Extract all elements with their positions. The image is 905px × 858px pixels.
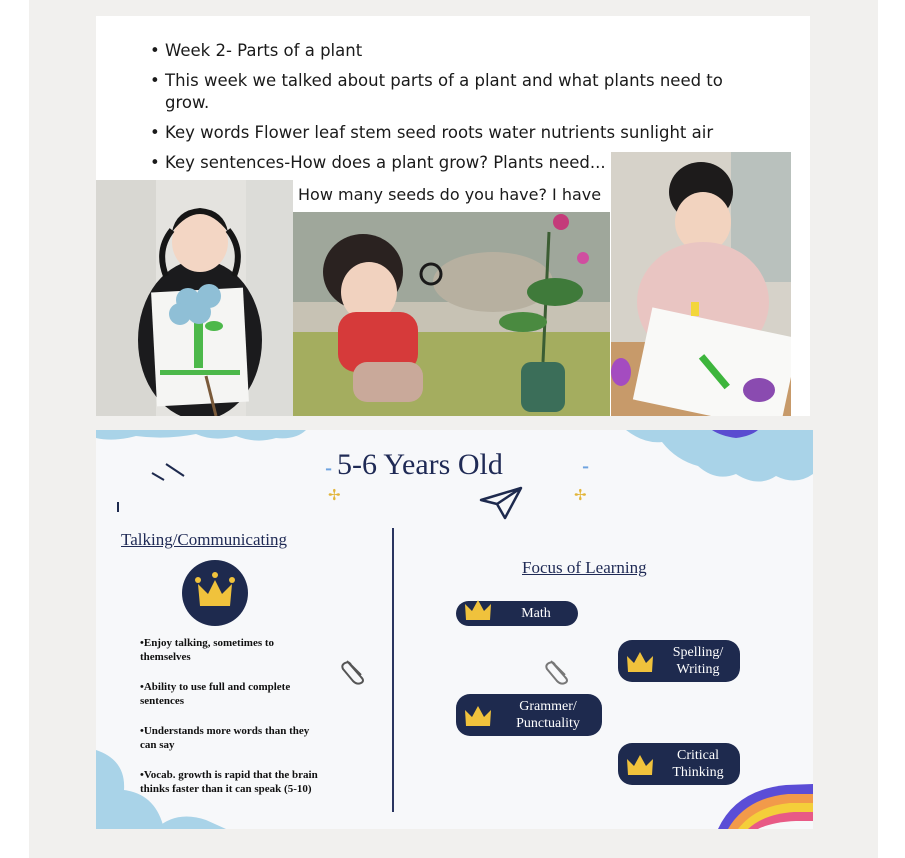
crown-icon: [624, 646, 656, 676]
talking-heading: Talking/Communicating: [121, 530, 287, 549]
talking-point: •Vocab. growth is rapid that the brain thinks faster than it can speak (5-10): [140, 769, 318, 795]
focus-label: Math: [521, 606, 551, 621]
paper-plane-icon: [479, 486, 523, 520]
bullet-key-sentences: • Key sentences-How does a plant grow? Plants need...: [148, 152, 765, 174]
paperclip-icon: [339, 655, 369, 685]
bullet-week-title: • Week 2- Parts of a plant: [148, 40, 765, 62]
focus-pill-grammer: [456, 694, 602, 736]
talking-point: •Ability to use full and complete sentences: [140, 681, 291, 707]
dash-left-icon: ⁃: [324, 460, 333, 480]
talking-points: [140, 636, 320, 812]
sparkle-right-icon: ✢: [574, 487, 587, 504]
talking-point: •Understands more words than they can say: [140, 725, 310, 751]
focus-pill-critical: [618, 743, 740, 785]
focus-label: Critical Thinking: [672, 748, 724, 780]
focus-label: Grammer/ Punctuality: [516, 699, 580, 731]
talking-point: •Enjoy talking, sometimes to themselves: [140, 637, 275, 663]
key-sentence-continuation: How many seeds do you have? I have: [298, 185, 602, 204]
crown-badge: [182, 560, 248, 626]
bullet-summary: • This week we talked about parts of a plant and what plants need to grow.: [148, 70, 765, 114]
paperclip-icon: [543, 655, 573, 685]
crown-icon: [462, 594, 494, 624]
photo-child-with-magnifying-glass: [293, 212, 610, 416]
slide-week-2: [96, 16, 810, 416]
focus-label: Spelling/ Writing: [672, 645, 724, 677]
photo-girl-with-flower-craft: [96, 180, 293, 416]
sparkle-left-icon: ✢: [328, 487, 341, 504]
focus-pill-math: [456, 601, 578, 626]
photo-girl-gluing-flower: [611, 152, 791, 416]
bullet-key-words: • Key words Flower leaf stem seed roots water nutrients sunlight air: [148, 122, 805, 144]
column-divider: [392, 528, 394, 812]
dash-right-icon: ⁃: [581, 458, 590, 478]
crown-icon: [624, 749, 656, 779]
crown-icon: [462, 700, 494, 730]
focus-heading: Focus of Learning: [522, 558, 647, 577]
focus-pill-spelling: [618, 640, 740, 682]
slide-5-6-years-old: [96, 430, 813, 829]
crown-icon: [182, 560, 248, 626]
slide-title: 5-6 Years Old: [337, 448, 503, 481]
